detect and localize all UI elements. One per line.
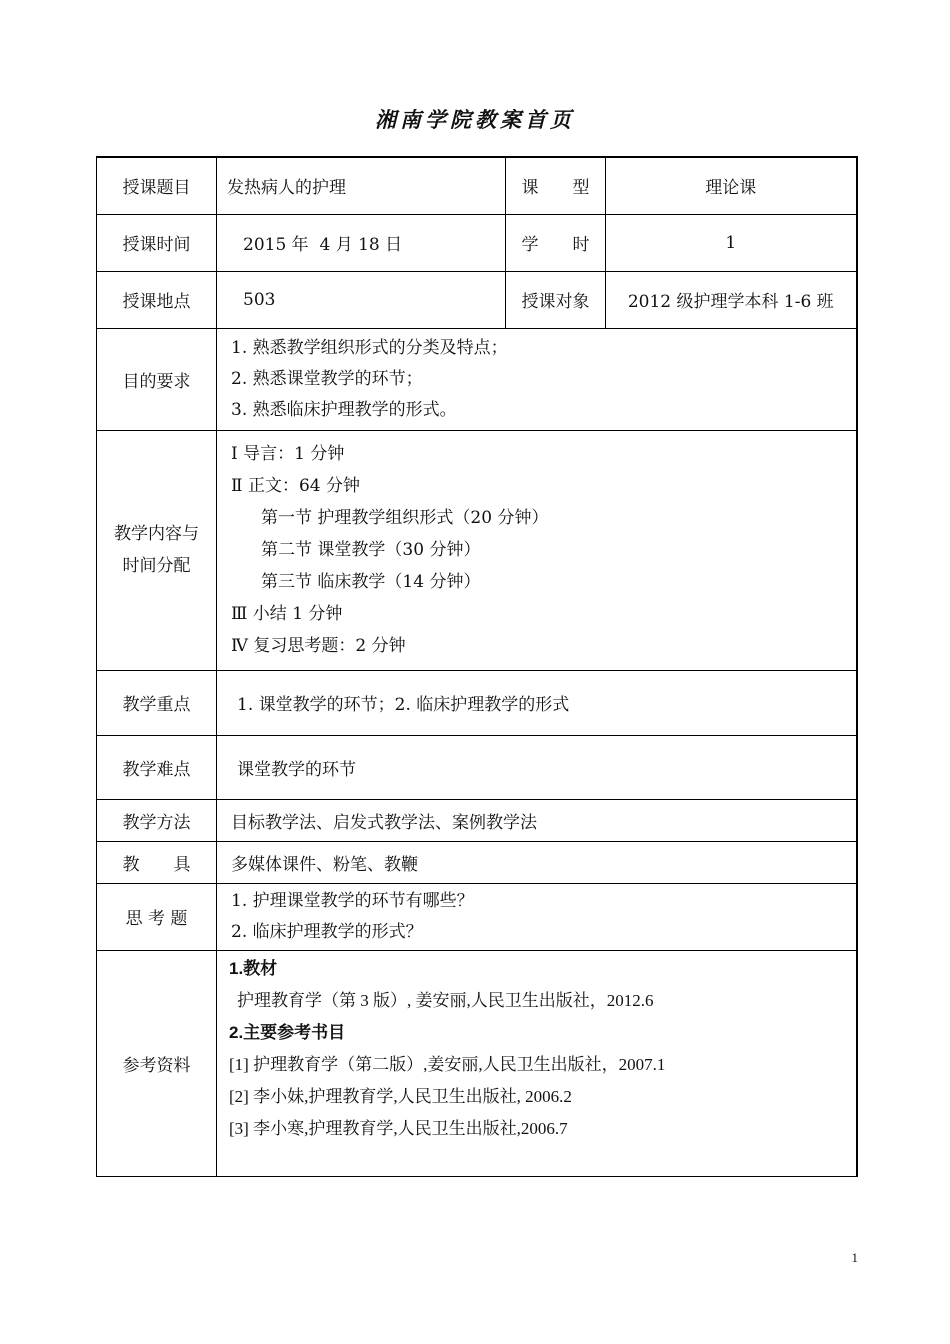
label-place: 授课地点: [97, 271, 217, 328]
value-tools: 多媒体课件、粉笔、教鞭: [217, 841, 857, 883]
row-difficulties: [97, 735, 857, 799]
textbook-entry: 护理教育学（第 3 版）, 姜安丽,人民卫生出版社，2012.6: [237, 990, 654, 1010]
content-item: Ⅱ 正文：64 分钟: [231, 476, 360, 496]
label-difficulties: 教学难点: [97, 735, 217, 799]
row-goals: [97, 328, 857, 430]
value-course-type: 理论课: [606, 157, 857, 214]
lesson-plan-table: [96, 156, 858, 1177]
goal-item: 2. 熟悉课堂教学的环节；: [231, 368, 423, 389]
textbook-heading: 1.教材: [229, 958, 278, 978]
row-tools: [97, 841, 857, 883]
content-subitem: 第二节 课堂教学（30 分钟）: [261, 540, 481, 560]
row-time: [97, 214, 857, 271]
book-entry: [1] 护理教育学（第二版）,姜安丽,人民卫生出版社，2007.1: [229, 1054, 666, 1074]
value-time: 2015 年 4 月 18 日: [217, 214, 506, 271]
content-item: Ⅳ 复习思考题：2 分钟: [231, 636, 406, 656]
row-references: [97, 950, 857, 1176]
label-content: 教学内容与 时间分配: [97, 430, 217, 670]
label-hours: 学 时: [506, 214, 606, 271]
page-number: 1: [851, 1250, 858, 1265]
label-topic: 授课题目: [97, 157, 217, 214]
goals-cell: [217, 328, 857, 430]
content-item: Ⅰ 导言：1 分钟: [231, 444, 345, 464]
label-time: 授课时间: [97, 214, 217, 271]
label-audience: 授课对象: [506, 271, 606, 328]
value-methods: 目标教学法、启发式教学法、案例教学法: [217, 799, 857, 841]
books-heading: 2.主要参考书目: [229, 1022, 346, 1042]
content-subitem: 第一节 护理教学组织形式（20 分钟）: [261, 508, 549, 528]
label-goals: 目的要求: [97, 328, 217, 430]
references-cell: [217, 950, 857, 1176]
label-key-points: 教学重点: [97, 670, 217, 735]
value-place: 503: [217, 271, 506, 328]
row-methods: [97, 799, 857, 841]
value-topic: 发热病人的护理: [217, 157, 506, 214]
book-entry: [3] 李小寒,护理教育学,人民卫生出版社,2006.7: [229, 1118, 568, 1138]
content-cell: [217, 430, 857, 670]
label-course-type: 课 型: [506, 157, 606, 214]
book-entry: [2] 李小妹,护理教育学,人民卫生出版社, 2006.2: [229, 1086, 572, 1106]
value-difficulties: 课堂教学的环节: [217, 735, 857, 799]
row-place: [97, 271, 857, 328]
row-content: [97, 430, 857, 670]
question-item: 2. 临床护理教学的形式？: [231, 921, 423, 942]
row-key-points: [97, 670, 857, 735]
content-subitem: 第三节 临床教学（14 分钟）: [261, 572, 481, 592]
content-item: Ⅲ 小结 1 分钟: [231, 604, 343, 624]
label-tools: 教 具: [97, 841, 217, 883]
value-audience: 2012 级护理学本科 1-6 班: [606, 271, 857, 328]
label-references: 参考资料: [97, 950, 217, 1176]
value-key-points: 1. 课堂教学的环节；2. 临床护理教学的形式: [217, 670, 857, 735]
row-topic: [97, 157, 857, 214]
questions-cell: [217, 883, 857, 950]
label-questions: 思 考 题: [97, 883, 217, 950]
goal-item: 3. 熟悉临床护理教学的形式。: [231, 399, 457, 420]
goal-item: 1. 熟悉教学组织形式的分类及特点；: [231, 337, 508, 358]
page-title: 湘南学院教案首页: [375, 107, 575, 132]
label-methods: 教学方法: [97, 799, 217, 841]
question-item: 1. 护理课堂教学的环节有哪些？: [231, 890, 474, 911]
row-questions: [97, 883, 857, 950]
value-hours: 1: [606, 214, 857, 271]
